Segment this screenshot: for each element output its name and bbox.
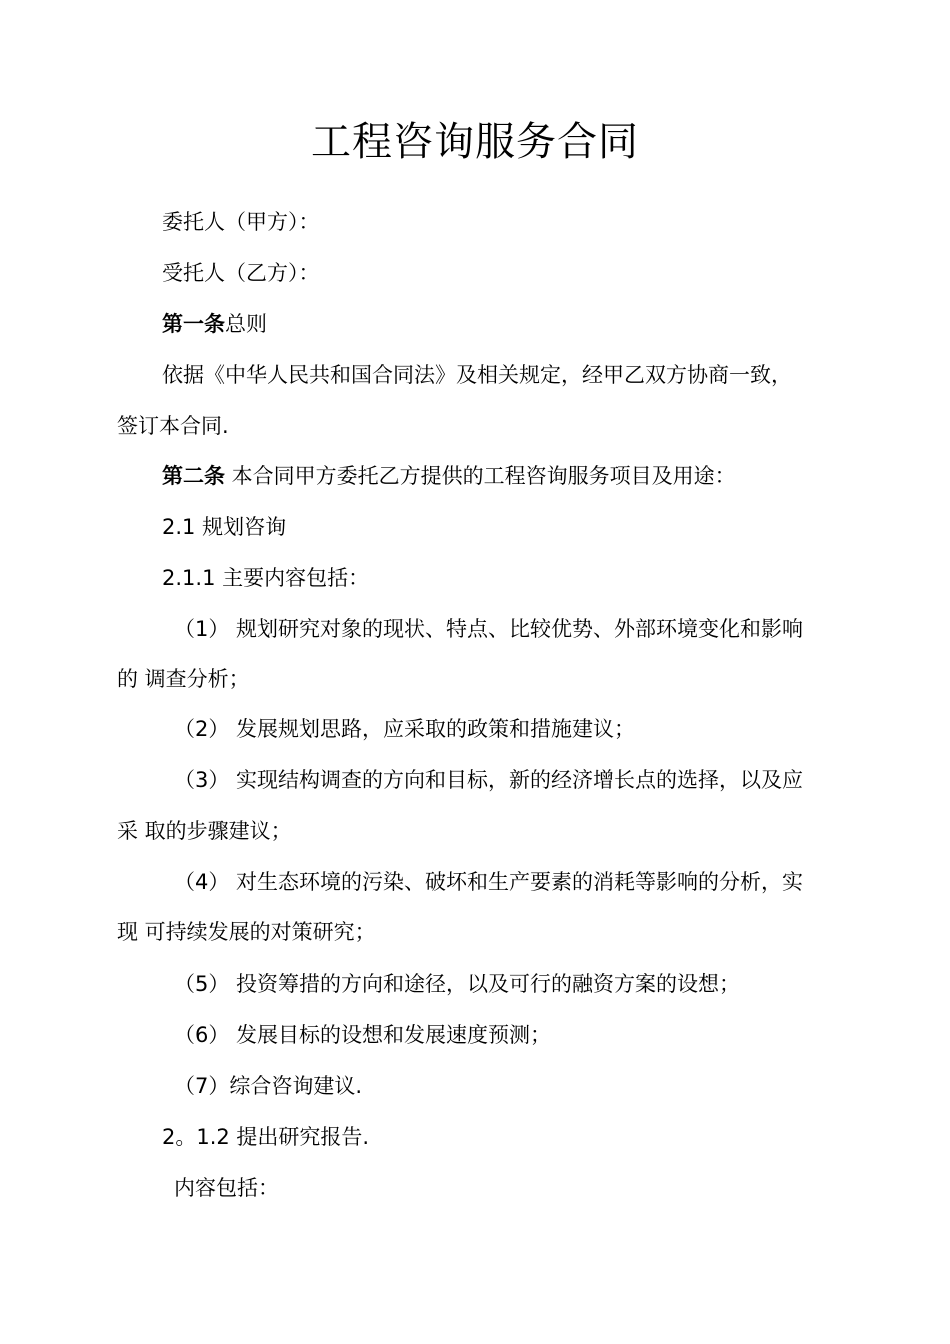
section-2-1: 2.1 规划咨询 — [162, 515, 287, 539]
article-1-heading — [162, 309, 892, 339]
list-item-3-line-2: 采 取的步骤建议； — [117, 819, 292, 843]
article-1-body-line-2: 签订本合同. — [117, 414, 229, 438]
list-item-7: （7）综合咨询建议. — [174, 1074, 363, 1098]
article-1-title: 总则 — [225, 312, 267, 336]
list-item-1-line-1: （1） 规划研究对象的现状、特点、比较优势、外部环境变化和影响 — [174, 617, 804, 641]
article-2-text: 本合同甲方委托乙方提供的工程咨询服务项目及用途： — [225, 464, 736, 488]
section-2-1-1: 2.1.1 主要内容包括： — [162, 566, 370, 590]
list-item-4-line-1: （4） 对生态环境的污染、破坏和生产要素的消耗等影响的分析，实 — [174, 870, 804, 894]
list-item-6: （6） 发展目标的设想和发展速度预测； — [174, 1023, 552, 1047]
client-label: 委托人（甲方）： — [162, 210, 320, 234]
list-item-5: （5） 投资筹措的方向和途径，以及可行的融资方案的设想； — [174, 972, 741, 996]
article-1-body-line-1: 依据《中华人民共和国合同法》及相关规定，经甲乙双方协商一致， — [162, 363, 792, 387]
list-item-3-line-1: （3） 实现结构调查的方向和目标，新的经济增长点的选择，以及应 — [174, 768, 804, 792]
section-2-1-2: 2。1.2 提出研究报告. — [162, 1125, 370, 1149]
contents-include-label: 内容包括： — [174, 1176, 279, 1200]
list-item-1-line-2: 的 调查分析； — [117, 667, 250, 691]
article-1-number: 第一条 — [162, 312, 225, 336]
list-item-2: （2） 发展规划思路，应采取的政策和措施建议； — [174, 717, 636, 741]
article-2-heading — [162, 461, 892, 491]
page-title: 工程咨询服务合同 — [311, 119, 639, 165]
article-2-number: 第二条 — [162, 464, 225, 488]
contractor-label: 受托人（乙方）： — [162, 261, 320, 285]
list-item-4-line-2: 现 可持续发展的对策研究； — [117, 920, 376, 944]
